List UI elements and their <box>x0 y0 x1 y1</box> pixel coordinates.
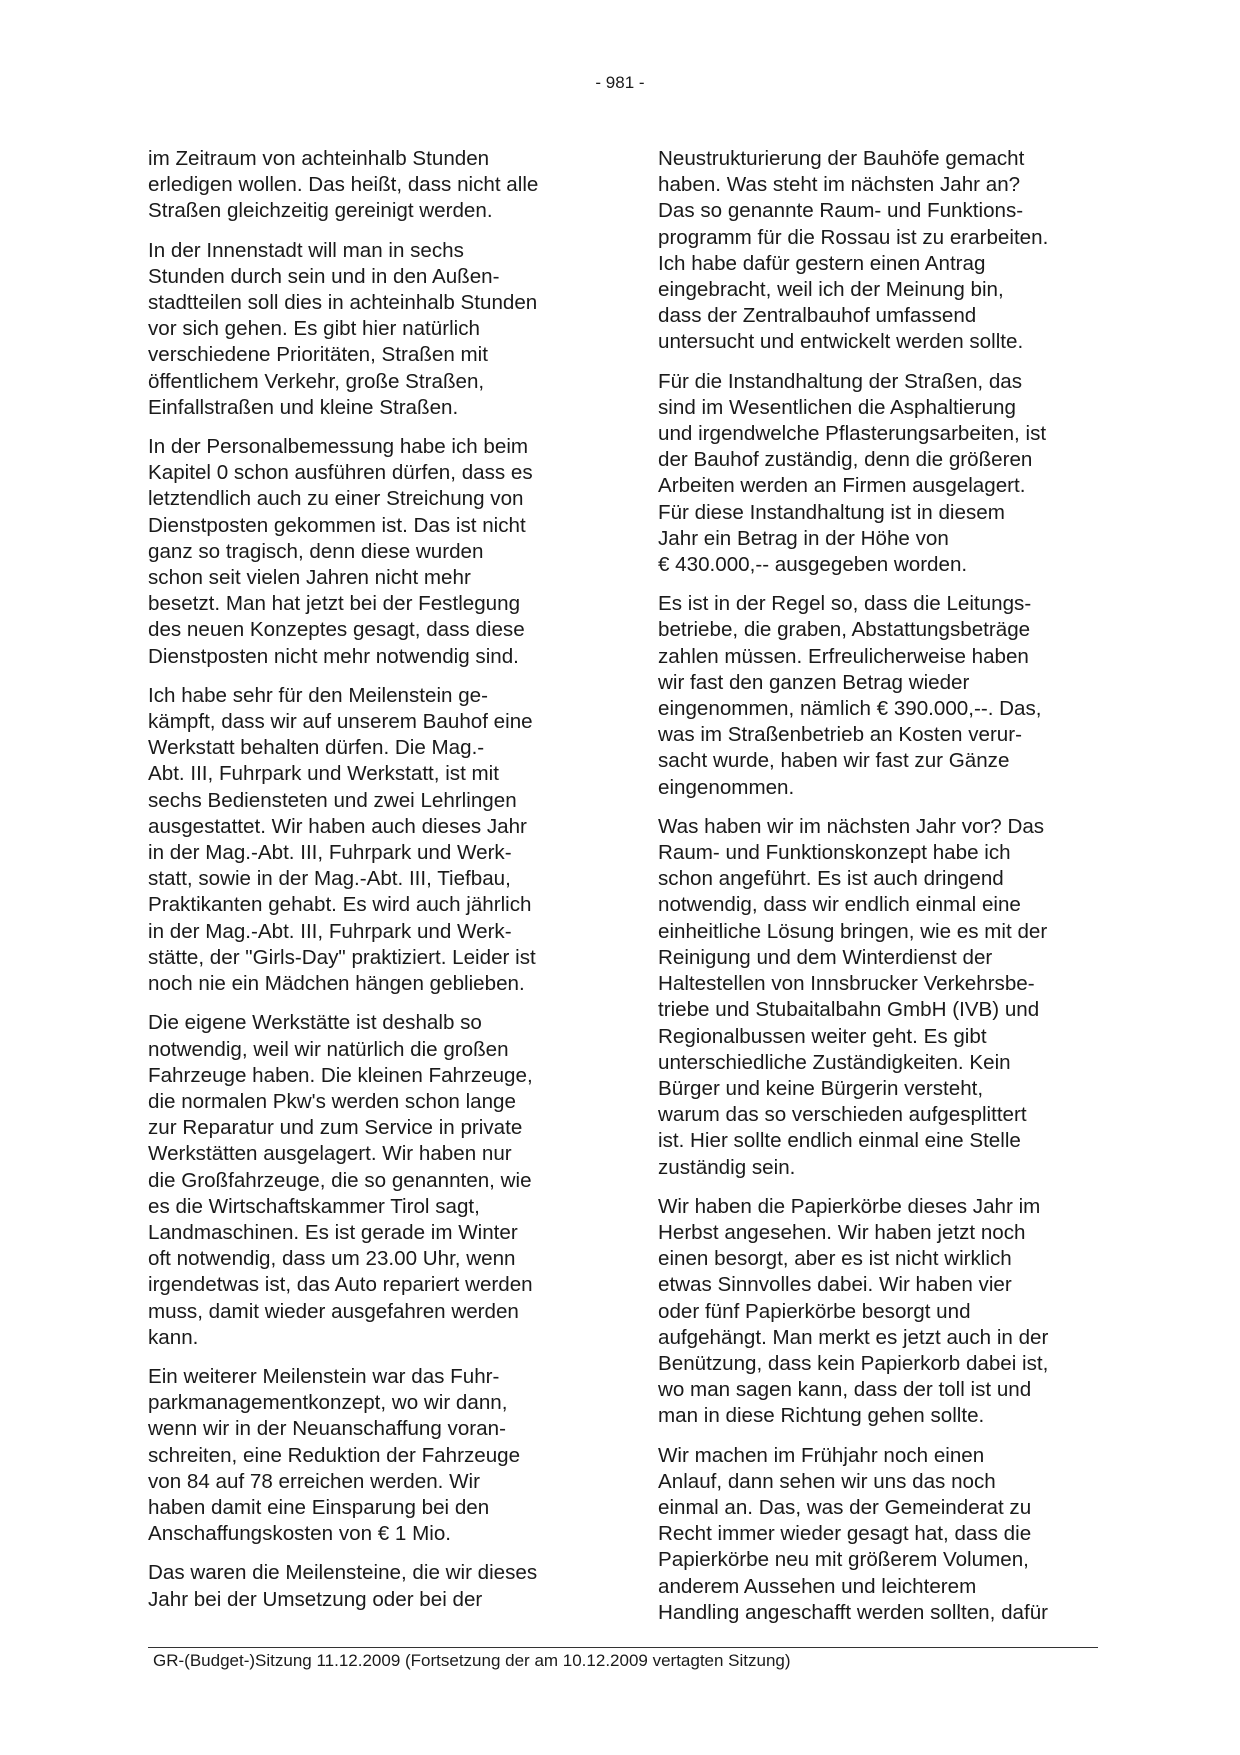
text-line: oder fünf Papierkörbe besorgt und <box>658 1299 971 1323</box>
text-line: eingenommen. <box>658 775 795 799</box>
text-line: Abt. III, Fuhrpark und Werkstatt, ist mit <box>148 762 499 786</box>
text-line: was im Straßenbetrieb an Kosten verur- <box>658 723 1022 747</box>
text-line: ist. Hier sollte endlich einmal eine Stelle <box>658 1129 1021 1153</box>
paragraph <box>148 238 588 421</box>
text-line: Wir haben die Papierkörbe dieses Jahr im <box>658 1194 1041 1218</box>
text-line: Neustrukturierung der Bauhöfe gemacht <box>658 147 1025 170</box>
text-line: dass der Zentralbauhof umfassend <box>658 304 977 328</box>
text-line: ausgestattet. Wir haben auch dieses Jahr <box>148 814 527 838</box>
text-line: notwendig, weil wir natürlich die großen <box>148 1037 509 1061</box>
text-line: des neuen Konzeptes gesagt, dass diese <box>148 618 525 642</box>
text-line: etwas Sinnvolles dabei. Wir haben vier <box>658 1273 1012 1297</box>
text-line: Einfallstraßen und kleine Straßen. <box>148 395 459 419</box>
text-line: letztendlich auch zu einer Streichung von <box>148 487 524 511</box>
text-line: triebe und Stubaitalbahn GmbH (IVB) und <box>658 998 1040 1022</box>
text-line: wenn wir in der Neuanschaffung voran- <box>148 1417 506 1441</box>
text-line: stadtteilen soll dies in achteinhalb Stunden <box>148 291 538 315</box>
right-column <box>658 146 1106 1639</box>
paragraph <box>658 1443 1106 1626</box>
paragraph <box>658 814 1106 1181</box>
text-line: Dienstposten gekommen ist. Das ist nicht <box>148 513 526 537</box>
text-line: eingebracht, weil ich der Meinung bin, <box>658 278 1004 302</box>
left-column <box>148 146 588 1626</box>
text-line: der Bauhof zuständig, denn die größeren <box>658 448 1033 472</box>
text-line: Handling angeschafft werden sollten, dafür <box>658 1600 1049 1624</box>
text-line: Werkstatt behalten dürfen. Die Mag.- <box>148 736 485 760</box>
text-line: wo man sagen kann, dass der toll ist und <box>658 1378 1032 1402</box>
paragraph <box>148 146 588 225</box>
text-line: irgendetwas ist, das Auto repariert werden <box>148 1273 533 1297</box>
text-line: verschiedene Prioritäten, Straßen mit <box>148 343 488 367</box>
text-line: Anlauf, dann sehen wir uns das noch <box>658 1469 996 1493</box>
text-line: Reinigung und dem Winterdienst der <box>658 945 993 969</box>
text-line: Es ist in der Regel so, dass die Leitungs- <box>658 592 1032 616</box>
text-line: Straßen gleichzeitig gereinigt werden. <box>148 199 493 223</box>
text-line: zuständig sein. <box>658 1155 796 1179</box>
text-line: schon seit vielen Jahren nicht mehr <box>148 566 471 590</box>
paragraph <box>658 369 1106 579</box>
text-line: die Großfahrzeuge, die so genannten, wie <box>148 1168 532 1192</box>
text-line: sind im Wesentlichen die Asphaltierung <box>658 395 1016 419</box>
text-line: Die eigene Werkstätte ist deshalb so <box>148 1011 482 1035</box>
text-line: Jahr bei der Umsetzung oder bei der <box>148 1587 483 1611</box>
text-line: Wir machen im Frühjahr noch einen <box>658 1443 985 1467</box>
text-line: warum das so verschieden aufgesplittert <box>658 1103 1027 1127</box>
text-line: betriebe, die graben, Abstattungsbeträge <box>658 618 1031 642</box>
text-line: € 430.000,-- ausgegeben worden. <box>658 553 968 577</box>
text-line: Arbeiten werden an Firmen ausgelagert. <box>658 474 1026 498</box>
text-line: besetzt. Man hat jetzt bei der Festlegung <box>148 592 521 616</box>
text-line: sacht wurde, haben wir fast zur Gänze <box>658 749 1010 773</box>
text-line: Bürger und keine Bürgerin versteht, <box>658 1076 984 1100</box>
text-line: Werkstätten ausgelagert. Wir haben nur <box>148 1142 512 1166</box>
text-line: einheitliche Lösung bringen, wie es mit der <box>658 919 1048 943</box>
text-line: erledigen wollen. Das heißt, dass nicht alle <box>148 173 539 197</box>
text-line: Dienstposten nicht mehr notwendig sind. <box>148 644 519 668</box>
text-line: untersucht und entwickelt werden sollte. <box>658 330 1024 354</box>
text-line: Ich habe dafür gestern einen Antrag <box>658 251 986 275</box>
text-line: stätte, der "Girls-Day" praktiziert. Leider ist <box>148 945 536 969</box>
text-line: haben. Was steht im nächsten Jahr an? <box>658 173 1021 197</box>
text-line: Für die Instandhaltung der Straßen, das <box>658 369 1023 393</box>
text-line: unterschiedliche Zuständigkeiten. Kein <box>658 1050 1011 1074</box>
text-line: man in diese Richtung gehen sollte. <box>658 1404 985 1428</box>
text-line: muss, damit wieder ausgefahren werden <box>148 1299 519 1323</box>
text-line: Landmaschinen. Es ist gerade im Winter <box>148 1220 518 1244</box>
paragraph <box>148 1010 588 1351</box>
text-line: Das waren die Meilensteine, die wir dieses <box>148 1561 538 1585</box>
paragraph <box>148 1364 588 1547</box>
text-line: Anschaffungskosten von € 1 Mio. <box>148 1522 451 1546</box>
paragraph <box>148 683 588 997</box>
footer-text: GR-(Budget-)Sitzung 11.12.2009 (Fortsetzung der am 10.12.2009 vertagten Sitzung) <box>153 1651 791 1670</box>
paragraph <box>658 1194 1106 1430</box>
text-line: aufgehängt. Man merkt es jetzt auch in der <box>658 1325 1049 1349</box>
text-line: Papierkörbe neu mit größerem Volumen, <box>658 1548 1029 1572</box>
text-line: von 84 auf 78 erreichen werden. Wir <box>148 1469 480 1493</box>
text-line: Ein weiterer Meilenstein war das Fuhr- <box>148 1364 500 1388</box>
text-line: In der Innenstadt will man in sechs <box>148 238 464 262</box>
text-line: zur Reparatur und zum Service in private <box>148 1116 523 1140</box>
text-line: eingenommen, nämlich € 390.000,--. Das, <box>658 697 1042 721</box>
text-line: Was haben wir im nächsten Jahr vor? Das <box>658 814 1045 838</box>
text-line: in der Mag.-Abt. III, Fuhrpark und Werk- <box>148 841 512 865</box>
text-line: programm für die Rossau ist zu erarbeiten. <box>658 225 1049 249</box>
text-line: Raum- und Funktionskonzept habe ich <box>658 841 1011 865</box>
paragraph <box>148 434 588 670</box>
text-line: noch nie ein Mädchen hängen geblieben. <box>148 972 525 996</box>
text-line: Für diese Instandhaltung ist in diesem <box>658 500 1005 524</box>
text-line: Ich habe sehr für den Meilenstein ge- <box>148 683 488 707</box>
text-line: schreiten, eine Reduktion der Fahrzeuge <box>148 1443 521 1467</box>
text-line: in der Mag.-Abt. III, Fuhrpark und Werk- <box>148 919 512 943</box>
text-line: im Zeitraum von achteinhalb Stunden <box>148 147 490 170</box>
text-line: schon angeführt. Es ist auch dringend <box>658 867 1004 891</box>
text-line: ganz so tragisch, denn diese wurden <box>148 539 484 563</box>
text-line: Stunden durch sein und in den Außen- <box>148 264 500 288</box>
text-line: sechs Bediensteten und zwei Lehrlingen <box>148 788 517 812</box>
paragraph <box>148 1560 588 1612</box>
text-line: Recht immer wieder gesagt hat, dass die <box>658 1522 1032 1546</box>
text-line: Haltestellen von Innsbrucker Verkehrsbe- <box>658 972 1035 996</box>
paragraph <box>658 591 1106 801</box>
text-line: kämpft, dass wir auf unserem Bauhof eine <box>148 710 533 734</box>
text-line: Jahr ein Betrag in der Höhe von <box>658 526 949 550</box>
text-line: statt, sowie in der Mag.-Abt. III, Tiefbau, <box>148 867 511 891</box>
text-line: In der Personalbemessung habe ich beim <box>148 435 529 459</box>
text-line: vor sich gehen. Es gibt hier natürlich <box>148 317 480 341</box>
text-line: öffentlichem Verkehr, große Straßen, <box>148 369 485 393</box>
text-line: Benützung, dass kein Papierkorb dabei ist, <box>658 1351 1049 1375</box>
text-line: Regionalbussen weiter geht. Es gibt <box>658 1024 987 1048</box>
text-line: notwendig, dass wir endlich einmal eine <box>658 893 1021 917</box>
text-line: wir fast den ganzen Betrag wieder <box>658 670 970 694</box>
text-line: Praktikanten gehabt. Es wird auch jährlich <box>148 893 532 917</box>
text-line: die normalen Pkw's werden schon lange <box>148 1089 516 1113</box>
text-line: Kapitel 0 schon ausführen dürfen, dass es <box>148 461 533 485</box>
text-line: oft notwendig, dass um 23.00 Uhr, wenn <box>148 1247 516 1271</box>
text-line: zahlen müssen. Erfreulicherweise haben <box>658 644 1029 668</box>
text-line: es die Wirtschaftskammer Tirol sagt, <box>148 1194 480 1218</box>
paragraph <box>658 146 1106 356</box>
footer-divider <box>148 1647 1098 1648</box>
page-number: - 981 - <box>595 73 645 92</box>
text-line: einmal an. Das, was der Gemeinderat zu <box>658 1495 1032 1519</box>
text-line: anderem Aussehen und leichterem <box>658 1574 977 1598</box>
text-line: Fahrzeuge haben. Die kleinen Fahrzeuge, <box>148 1063 533 1087</box>
text-line: parkmanagementkonzept, wo wir dann, <box>148 1391 508 1415</box>
text-line: Herbst angesehen. Wir haben jetzt noch <box>658 1220 1026 1244</box>
text-line: und irgendwelche Pflasterungsarbeiten, ist <box>658 422 1047 446</box>
text-line: haben damit eine Einsparung bei den <box>148 1495 490 1519</box>
text-line: Das so genannte Raum- und Funktions- <box>658 199 1024 223</box>
text-line: einen besorgt, aber es ist nicht wirklich <box>658 1247 1012 1271</box>
text-line: kann. <box>148 1325 199 1349</box>
